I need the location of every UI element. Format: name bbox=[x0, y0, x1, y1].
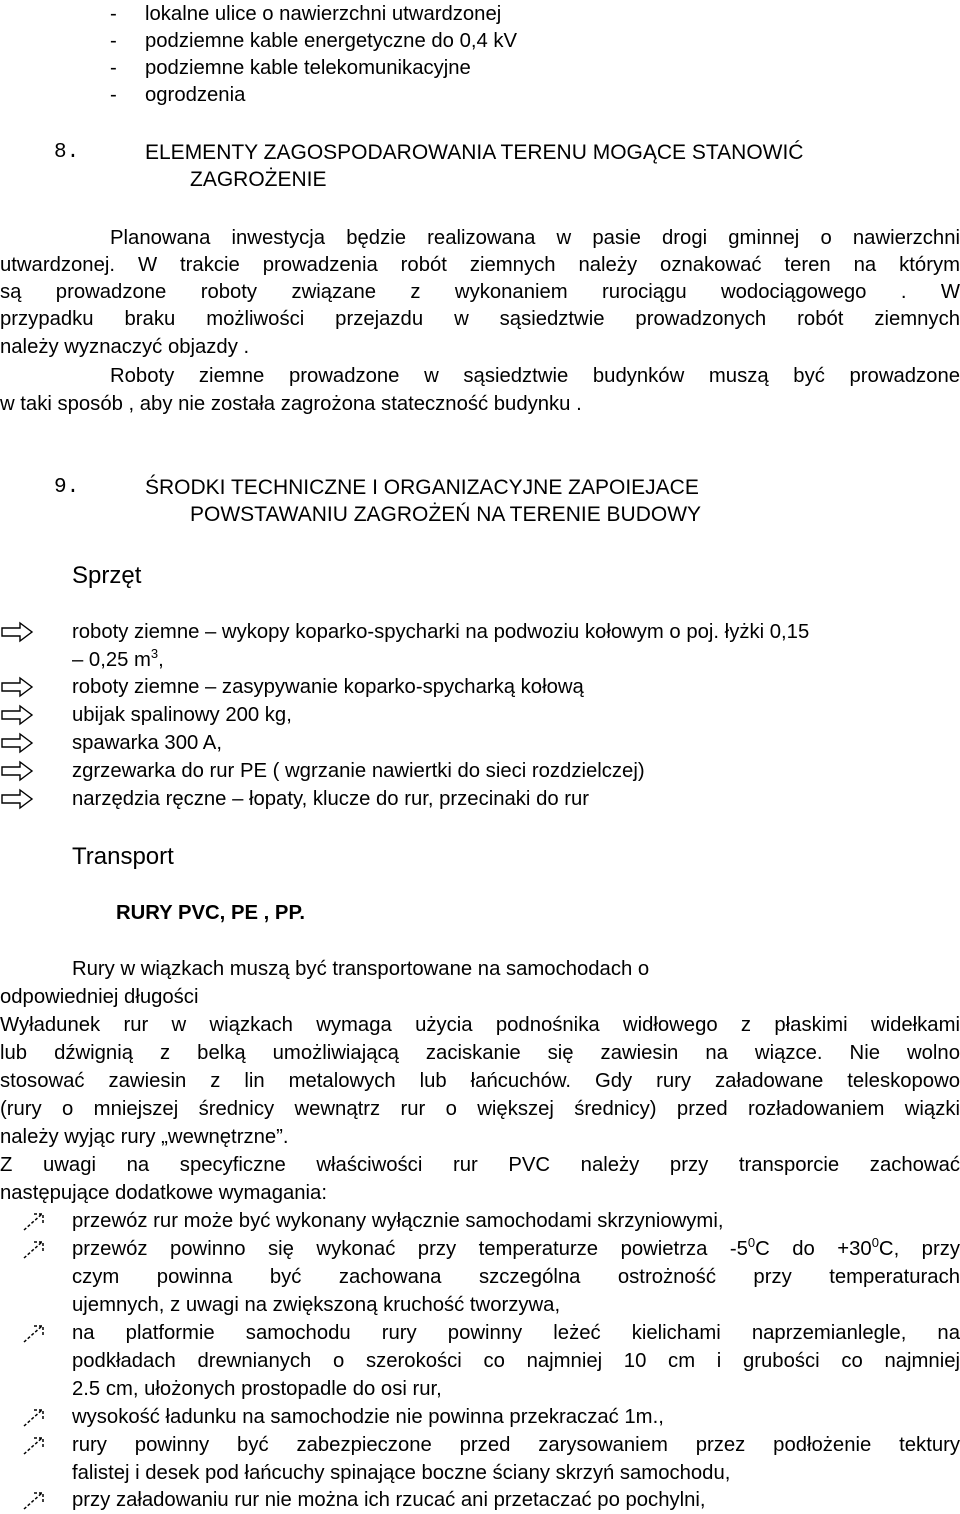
arrow-right-outline-icon bbox=[0, 732, 34, 754]
list-item: roboty ziemne – wykopy koparko-spycharki na podwoziu kołowym o poj. łyżki 0,15 bbox=[0, 618, 960, 646]
paragraph-line: Roboty ziemne prowadzone w sąsiedztwie budynków muszą być prowadzone bbox=[110, 365, 960, 387]
paragraph-line: Z uwagi na specyficzne właściwości rur PVC należy przy transporcie zachować bbox=[0, 1154, 960, 1176]
list-item: na platformie samochodu rury powinny leżeć kielichami naprzemianlegle, na bbox=[0, 1319, 960, 1347]
list-item: - podziemne kable telekomunikacyjne bbox=[110, 57, 471, 79]
arrow-right-outline-icon bbox=[0, 676, 34, 698]
section-number: 9. bbox=[54, 476, 80, 499]
list-item-continued: ujemnych, z uwagi na zwiększoną kruchość tworzywa, bbox=[72, 1294, 561, 1316]
list-item: spawarka 300 A, bbox=[0, 729, 960, 757]
section-title-continued: ZAGROŻENIE bbox=[190, 168, 327, 191]
list-item-continued: czym powinna być zachowana szczególna ostrożność przy temperaturach bbox=[72, 1266, 960, 1288]
transport-heading: Transport bbox=[72, 843, 174, 870]
paragraph-line: Wyładunek rur w wiązkach wymaga użycia podnośnika widłowego z płaskimi widełkami bbox=[0, 1014, 960, 1036]
paragraph-line: lub dźwignią z belką umożliwiającą zaciskanie się zawiesin na wiązce. Nie wolno bbox=[0, 1042, 960, 1064]
section-8-heading bbox=[0, 139, 960, 167]
list-item: ubijak spalinowy 200 kg, bbox=[0, 701, 960, 729]
paragraph-line: Planowana inwestycja będzie realizowana w pasie drogi gminnej o nawierzchni bbox=[110, 227, 960, 249]
paragraph-line: (rury o mniejszej średnicy wewnątrz rur o większej średnicy) przed rozładowaniem wiązki bbox=[0, 1098, 960, 1120]
arrow-diagonal-dotted-icon bbox=[20, 1210, 54, 1232]
arrow-diagonal-dotted-icon bbox=[20, 1322, 54, 1344]
arrow-right-outline-icon bbox=[0, 760, 34, 782]
section-9-heading bbox=[0, 474, 960, 502]
list-item: narzędzia ręczne – łopaty, klucze do rur, przecinaki do rur bbox=[0, 785, 960, 813]
arrow-right-outline-icon bbox=[0, 704, 34, 726]
list-item-continued: – 0,25 $m^3$, bbox=[72, 646, 164, 671]
section-title: ŚRODKI TECHNICZNE I ORGANIZACYJNE ZAPOIEJACE bbox=[145, 476, 699, 499]
arrow-right-outline-icon bbox=[0, 788, 34, 810]
list-item: zgrzewarka do rur PE ( wgrzanie nawiertki do sieci rozdzielczej) bbox=[0, 757, 960, 785]
paragraph-line: stosować zawiesin z lin metalowych lub łańcuchów. Gdy rury załadowane teleskopowo bbox=[0, 1070, 960, 1092]
list-item: przewóz rur może być wykonany wyłącznie samochodami skrzyniowymi, bbox=[0, 1207, 960, 1235]
paragraph-line: przypadku braku możliwości przejazdu w sąsiedztwie prowadzonych robót ziemnych bbox=[0, 308, 960, 330]
paragraph-line: w taki sposób , aby nie została zagrożona stateczność budynku . bbox=[0, 393, 582, 415]
paragraph-line: należy wyznaczyć objazdy . bbox=[0, 336, 250, 358]
arrow-diagonal-dotted-icon bbox=[20, 1434, 54, 1456]
paragraph-line: utwardzonej. W trakcie prowadzenia robót ziemnych należy oznakować teren na którym bbox=[0, 254, 960, 276]
section-title: ELEMENTY ZAGOSPODAROWANIA TERENU MOGĄCE STANOWIĆ bbox=[145, 141, 804, 164]
list-item-continued: falistej i desek pod łańcuchy spinające boczne ściany skrzyń samochodu, bbox=[72, 1462, 731, 1484]
list-item: roboty ziemne – zasypywanie koparko-spycharką kołową bbox=[0, 673, 960, 701]
list-item: rury powinny być zabezpieczone przed zarysowaniem przez podłożenie tektury bbox=[0, 1431, 960, 1459]
list-item-continued: 2.5 cm, ułożonych prostopadle do osi rur, bbox=[72, 1378, 442, 1400]
paragraph-line: są prowadzone roboty związane z wykonaniem rurociągu wodociągowego . W bbox=[0, 281, 960, 303]
section-number: 8. bbox=[54, 141, 80, 164]
list-item: - podziemne kable energetyczne do 0,4 kV bbox=[110, 30, 518, 52]
equipment-heading: Sprzęt bbox=[72, 562, 142, 589]
list-item: wysokość ładunku na samochodzie nie powinna przekraczać 1m., bbox=[0, 1403, 960, 1431]
list-item: przy załadowaniu rur nie można ich rzucać ani przetaczać po pochylni, bbox=[0, 1486, 960, 1514]
paragraph-line: odpowiedniej długości bbox=[0, 986, 199, 1008]
arrow-diagonal-dotted-icon bbox=[20, 1406, 54, 1428]
list-item-continued: podkładach drewnianych o szerokości co najmniej 10 cm i grubości co najmniej bbox=[72, 1350, 960, 1372]
list-item: przewóz powinno się wykonać przy temperaturze powietrza $-5^0C$ do $+30^0C$, przy bbox=[0, 1235, 960, 1263]
paragraph-line: następujące dodatkowe wymagania: bbox=[0, 1182, 327, 1204]
arrow-right-outline-icon bbox=[0, 621, 34, 643]
paragraph-line: Rury w wiązkach muszą być transportowane na samochodach o bbox=[72, 958, 650, 980]
arrow-diagonal-dotted-icon bbox=[20, 1238, 54, 1260]
paragraph-line: należy wyjąc rury „wewnętrzne”. bbox=[0, 1126, 289, 1148]
list-item: - lokalne ulice o nawierzchni utwardzonej bbox=[110, 3, 502, 25]
arrow-diagonal-dotted-icon bbox=[20, 1489, 54, 1511]
section-title-continued: POWSTAWANIU ZAGROŻEŃ NA TERENIE BUDOWY bbox=[190, 503, 702, 526]
pipes-heading: RURY PVC, PE , PP. bbox=[116, 902, 305, 924]
list-item: - ogrodzenia bbox=[110, 84, 246, 106]
